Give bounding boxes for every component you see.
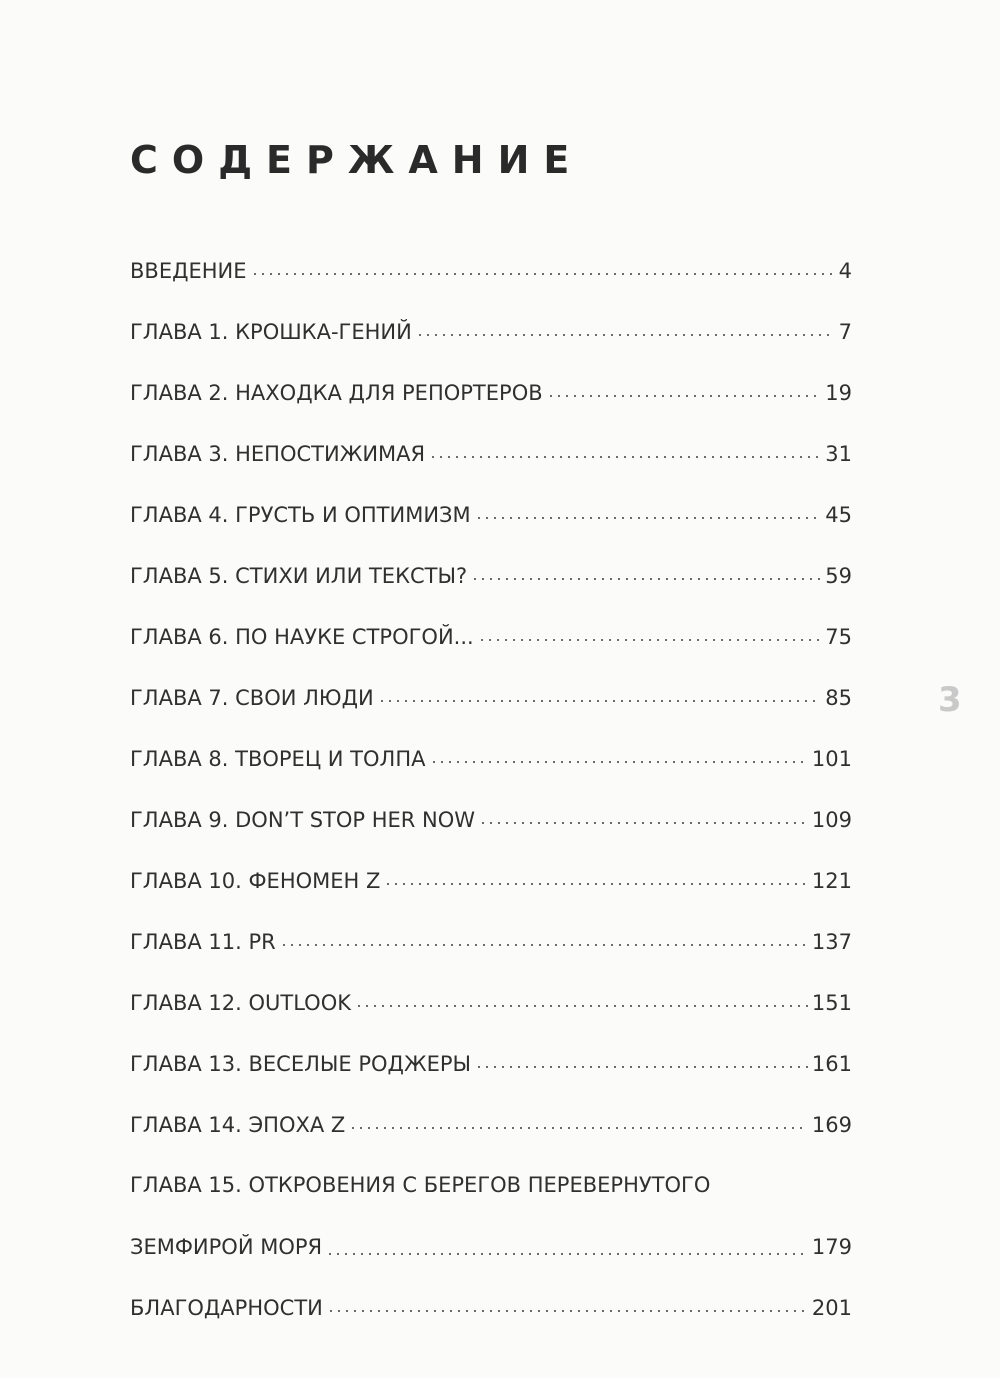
dot-leader xyxy=(349,1127,808,1129)
dot-leader xyxy=(416,334,835,336)
toc-page-number: 59 xyxy=(825,563,852,588)
dot-leader xyxy=(478,639,822,641)
toc-entry xyxy=(130,1094,852,1155)
toc-page-number: 45 xyxy=(825,502,852,527)
toc-page-number: 75 xyxy=(825,624,852,649)
dot-leader xyxy=(547,395,822,397)
toc-entry-title-continued: ЗЕМФИРОЙ МОРЯ xyxy=(130,1234,323,1259)
toc-entry xyxy=(130,972,852,1033)
toc-page-number: 19 xyxy=(825,380,852,405)
toc-entry-title: ГЛАВА 2. НАХОДКА ДЛЯ РЕПОРТЕРОВ xyxy=(130,380,543,405)
dot-leader xyxy=(327,1310,808,1312)
toc-entry-title: ГЛАВА 12. OUTLOOK xyxy=(130,990,351,1015)
toc-entry xyxy=(130,1033,852,1094)
page-title: СОДЕРЖАНИЕ xyxy=(130,138,584,182)
toc-entry-title: ГЛАВА 5. СТИХИ ИЛИ ТЕКСТЫ? xyxy=(130,563,468,588)
dot-leader xyxy=(475,1066,808,1068)
toc-page-number: 161 xyxy=(811,1051,852,1076)
toc-page-number: 169 xyxy=(811,1112,852,1137)
toc-entry xyxy=(130,240,852,301)
toc-entry-title: ГЛАВА 14. ЭПОХА Z xyxy=(130,1112,346,1137)
toc-entry xyxy=(130,1155,852,1277)
toc-entry xyxy=(130,606,852,667)
toc-entry-title: ГЛАВА 6. ПО НАУКЕ СТРОГОЙ... xyxy=(130,624,474,649)
dot-leader xyxy=(355,1005,808,1007)
dot-leader xyxy=(479,822,808,824)
dot-leader xyxy=(475,517,822,519)
dot-leader xyxy=(326,1253,808,1255)
toc-page-number: 151 xyxy=(811,990,852,1015)
toc-entry xyxy=(130,728,852,789)
toc-page-number: 121 xyxy=(811,868,852,893)
dot-leader xyxy=(251,273,835,275)
page-number: 3 xyxy=(938,680,962,720)
toc-entry xyxy=(130,911,852,972)
toc-entry-title: ГЛАВА 4. ГРУСТЬ И ОПТИМИЗМ xyxy=(130,502,471,527)
dot-leader xyxy=(378,700,822,702)
dot-leader xyxy=(471,578,821,580)
toc-entry xyxy=(130,850,852,911)
dot-leader xyxy=(384,883,808,885)
toc-entry xyxy=(130,667,852,728)
toc-entry-title: ГЛАВА 7. СВОИ ЛЮДИ xyxy=(130,685,374,710)
toc-entry xyxy=(130,789,852,850)
toc-entry-title: ГЛАВА 3. НЕПОСТИЖИМАЯ xyxy=(130,441,426,466)
toc-page-number: 7 xyxy=(838,319,852,344)
toc-entry-title: ГЛАВА 1. КРОШКА-ГЕНИЙ xyxy=(130,319,412,344)
toc-entry xyxy=(130,423,852,484)
dot-leader xyxy=(430,761,808,763)
toc-entry-second-line xyxy=(130,1216,852,1277)
toc-entry-title: ВВЕДЕНИЕ xyxy=(130,258,247,283)
toc-entry xyxy=(130,362,852,423)
toc-entry-title: ГЛАВА 10. ФЕНОМЕН Z xyxy=(130,868,381,893)
toc-entry-title: ГЛАВА 13. ВЕСЕЛЫЕ РОДЖЕРЫ xyxy=(130,1051,472,1076)
toc-page-number: 109 xyxy=(811,807,852,832)
toc-page-number: 31 xyxy=(825,441,852,466)
toc-page-number: 85 xyxy=(825,685,852,710)
toc-entry-title: ГЛАВА 9. DON’T STOP HER NOW xyxy=(130,807,476,832)
toc-page-number: 4 xyxy=(838,258,852,283)
toc-entry-multiline xyxy=(130,1155,852,1277)
toc-entry-title: ГЛАВА 15. ОТКРОВЕНИЯ С БЕРЕГОВ ПЕРЕВЕРНУТОГО xyxy=(130,1173,711,1197)
toc-entry-title: ГЛАВА 8. ТВОРЕЦ И ТОЛПА xyxy=(130,746,426,771)
toc-entry xyxy=(130,545,852,606)
toc-entry xyxy=(130,484,852,545)
toc-page-number: 179 xyxy=(811,1234,852,1259)
toc-entry-title: ГЛАВА 11. PR xyxy=(130,929,276,954)
dot-leader xyxy=(280,944,808,946)
toc-entry-title: БЛАГОДАРНОСТИ xyxy=(130,1295,323,1320)
table-of-contents xyxy=(130,240,852,1338)
toc-page-number: 201 xyxy=(811,1295,852,1320)
toc-entry xyxy=(130,1277,852,1338)
toc-entry xyxy=(130,301,852,362)
dot-leader xyxy=(429,456,821,458)
toc-page-number: 101 xyxy=(811,746,852,771)
toc-page-number: 137 xyxy=(811,929,852,954)
